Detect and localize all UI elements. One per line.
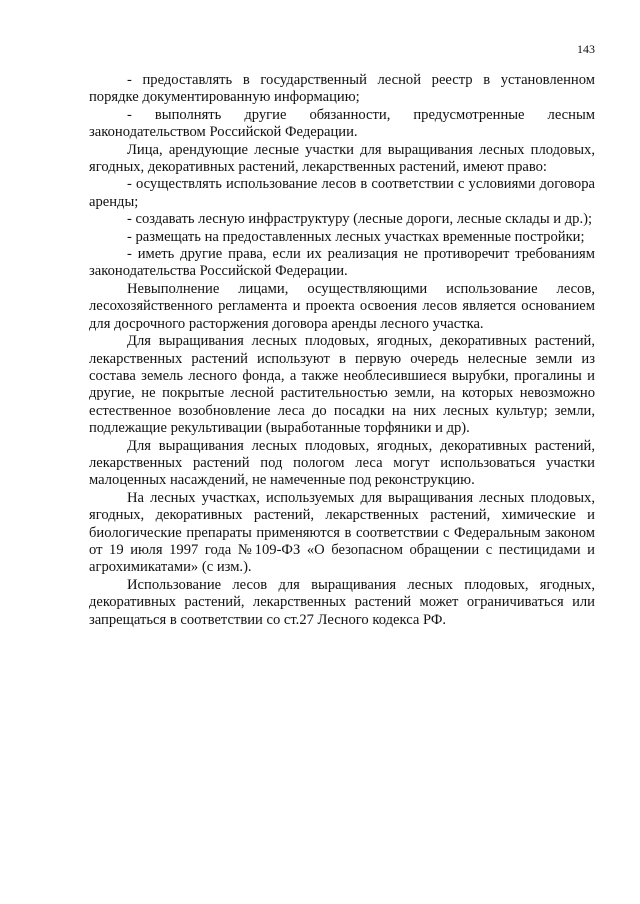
paragraph-right-other: - иметь другие права, если их реализация не противоречит требованиям законодательства Российской Федерации. [89,246,595,280]
paragraph-use-restrictions: Использование лесов для выращивания лесных плодовых, ягодных, декоративных растений, лекарственных растений может ограничиваться или запрещаться в соответствии со ст.27 Лесного кодекса РФ. [89,576,595,628]
paragraph-provide-register-info: - предоставлять в государственный лесной реестр в установленном порядке документированную информацию; [89,72,595,106]
paragraph-under-canopy: Для выращивания лесных плодовых, ягодных, декоративных растений, лекарственных растений под пологом леса могут использоваться участки малоценных насаждений, не намеченные под реконструкцию. [89,437,595,489]
page-number: 143 [577,42,595,56]
paragraph-land-use-priority: Для выращивания лесных плодовых, ягодных, декоративных растений, лекарственных растений используют в первую очередь нелесные земли из состава земель лесного фонда, а также необлесившиеся вырубки, прогалины и другие, не покрытые лесной растительностью земли, на которых невозможно естественное возобновление леса до посадки на них лесных культур; земли, подлежащие рекультивации (выработанные торфяники и др). [89,333,595,437]
paragraph-termination-grounds: Невыполнение лицами, осуществляющими использование лесов, лесохозяйственного регламента и проекта освоения лесов является основанием для досрочного расторжения договора аренды лесного участка. [89,280,595,332]
paragraph-right-infrastructure: - создавать лесную инфраструктуру (лесные дороги, лесные склады и др.); [127,211,593,228]
paragraph-chemicals-law: На лесных участках, используемых для выращивания лесных плодовых, ягодных, декоративных растений, лекарственных растений, химические и биологические препараты применяются в соответствии с Федеральным законом от 19 июля 1997 года №109-ФЗ «О безопасном обращении с пестицидами и агрохимикатами» (с изм.). [89,489,595,576]
page-body [89,72,595,629]
paragraph-right-use-forests: - осуществлять использование лесов в соответствии с условиями договора аренды; [89,176,595,210]
paragraph-right-temporary-buildings: - размещать на предоставленных лесных участках временные постройки; [127,228,585,245]
paragraph-lessee-rights-intro: Лица, арендующие лесные участки для выращивания лесных плодовых, ягодных, декоративных растений, лекарственных растений, имеют право: [89,141,595,176]
paragraph-other-duties: - выполнять другие обязанности, предусмотренные лесным законодательством Российской Федерации. [89,106,595,141]
